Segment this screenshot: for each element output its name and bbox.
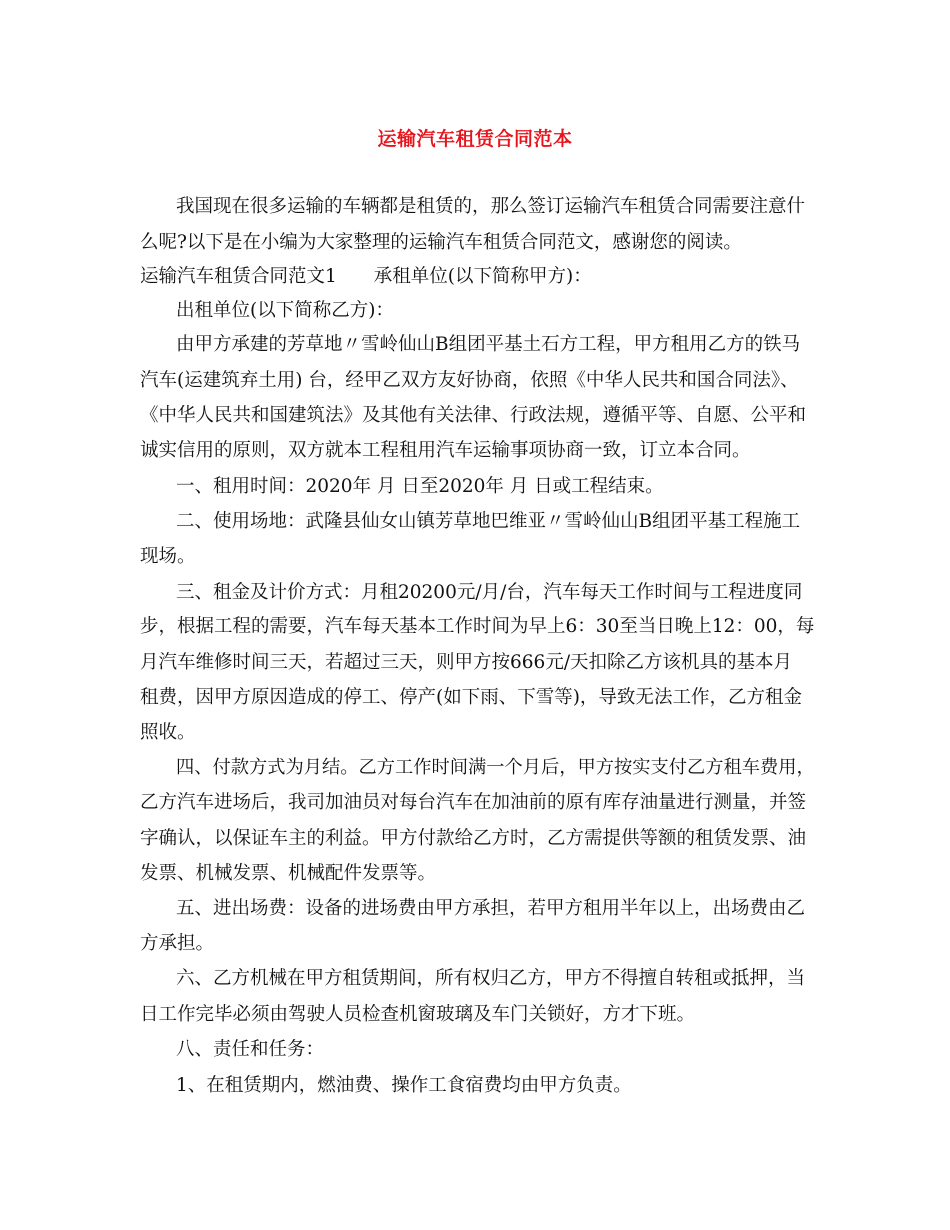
body-line-22: 方承担。 (140, 933, 215, 954)
body-line-20: 发票、机械发票、机械配件发票等。 (140, 863, 437, 884)
document-title: 运输汽车租赁合同范本 (377, 128, 573, 150)
body-line-3: 运输汽车租赁合同范文1 承租单位(以下简称甲方)： (140, 266, 592, 287)
body-line-13: 步，根据工程的需要，汽车每天基本工作时间为早上6：30至当日晚上12：00，每 (140, 616, 815, 637)
body-line-6: 汽车(运建筑弃土用) 台，经甲乙双方友好协商，依照《中华人民共和国合同法》、 (140, 370, 799, 391)
body-line-19: 字确认，以保证车主的利益。甲方付款给乙方时，乙方需提供等额的租赁发票、油 (140, 828, 807, 849)
body-line-7: 《中华人民共和国建筑法》及其他有关法律、行政法规，遵循平等、自愿、公平和 (140, 405, 807, 426)
body-line-21: 五、进出场费：设备的进场费由甲方承担，若甲方租用半年以上，出场费由乙 (176, 898, 806, 919)
body-line-23: 六、乙方机械在甲方租赁期间，所有权归乙方，甲方不得擅自转租或抵押，当 (176, 968, 806, 989)
body-line-10: 二、使用场地：武隆县仙女山镇芳草地巴维亚〃雪岭仙山B组团平基工程施工 (176, 511, 801, 532)
body-line-15: 租费，因甲方原因造成的停工、停产(如下雨、下雪等)，导致无法工作，乙方租金 (140, 687, 802, 708)
body-line-17: 四、付款方式为月结。乙方工作时间满一个月后，甲方按实支付乙方租车费用， (176, 757, 815, 778)
body-line-1: 我国现在很多运输的车辆都是租赁的，那么签订运输汽车租赁合同需要注意什 (176, 196, 806, 217)
body-line-11: 现场。 (140, 546, 196, 567)
body-line-18: 乙方汽车进场后，我司加油员对每台汽车在加油前的原有库存油量进行测量，并签 (140, 792, 807, 813)
body-line-16: 照收。 (140, 722, 196, 743)
body-line-9: 一、租用时间：2020年 月 日至2020年 月 日或工程结束。 (176, 476, 664, 497)
body-line-25: 八、责任和任务： (176, 1039, 325, 1060)
body-line-8: 诚实信用的原则，双方就本工程租用汽车运输事项协商一致，订立本合同。 (140, 440, 751, 461)
body-line-14: 月汽车维修时间三天，若超过三天，则甲方按666元/天扣除乙方该机具的基本月 (140, 652, 793, 673)
body-line-24: 日工作完毕必须由驾驶人员检查机窗玻璃及车门关锁好，方才下班。 (140, 1004, 696, 1025)
body-line-2: 么呢?以下是在小编为大家整理的运输汽车租赁合同范文，感谢您的阅读。 (140, 232, 742, 253)
body-line-26: 1、在租赁期内，燃油费、操作工食宿费均由甲方负责。 (176, 1075, 632, 1096)
body-line-5: 由甲方承建的芳草地〃雪岭仙山B组团平基土石方工程，甲方租用乙方的铁马 (176, 334, 801, 355)
body-line-12: 三、租金及计价方式：月租20200元/月/台，汽车每天工作时间与工程进度同 (176, 582, 803, 603)
body-line-4: 出租单位(以下简称乙方)： (176, 300, 394, 321)
